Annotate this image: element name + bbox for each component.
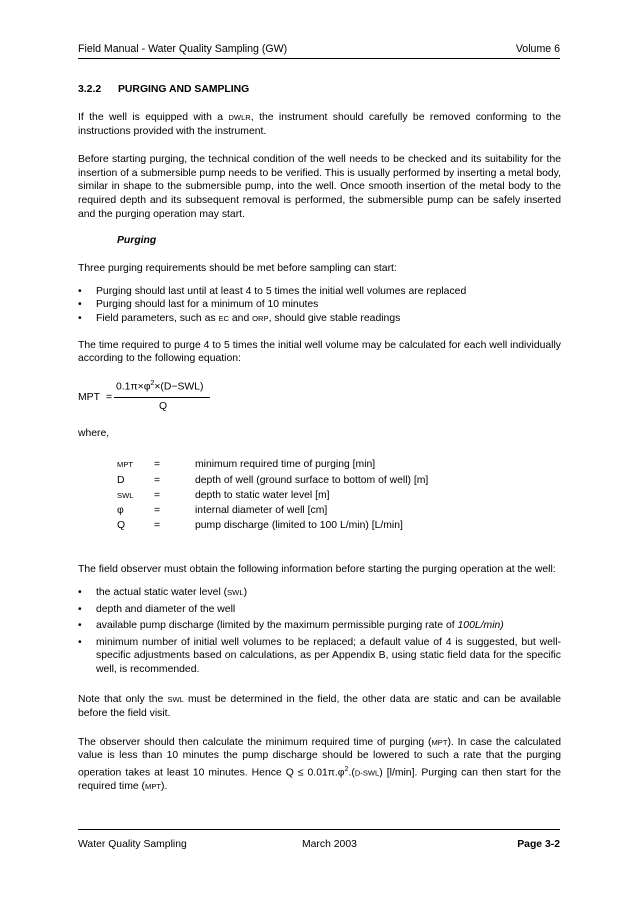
- definition-equals: =: [154, 520, 161, 532]
- definition-symbol: MPT: [117, 460, 134, 470]
- max-rate-value: 100L/min): [457, 620, 504, 632]
- bullet-icon: •: [78, 299, 82, 311]
- formula-lhs: MPT: [78, 391, 100, 403]
- numerator-exponent: 2: [150, 379, 155, 387]
- bullet-icon: •: [78, 636, 82, 648]
- paragraph-equation-intro: The time required to purge 4 to 5 times the initial well volume may be calculated for each well individually according to the following equation:: [78, 339, 561, 365]
- list-item-text: depth and diameter of the well: [96, 603, 236, 615]
- list-item: [78, 586, 561, 600]
- formula-denominator: Q: [159, 400, 168, 412]
- paragraph-dwlr: [78, 111, 561, 138]
- list-item-text: available pump discharge (limited by the maximum permissible purging rate of: [96, 620, 458, 632]
- bullet-icon: •: [78, 586, 82, 598]
- list-item-text: minimum number of initial well volumes to be replaced; a default value of 4 is suggested, but well-specific adjustments based on calculations, as per Appendix B, using static field data for the specific well, is recommended.: [96, 636, 561, 675]
- formula-equals: =: [106, 391, 113, 403]
- footer-date: March 2003: [302, 839, 357, 850]
- list-item-text: ): [243, 586, 248, 598]
- definition-description: internal diameter of well [cm]: [195, 504, 328, 516]
- abbr-orp: ORP: [252, 313, 269, 323]
- definition-row: [117, 518, 561, 533]
- bullet-icon: •: [78, 312, 82, 324]
- abbr-mpt: MPT: [431, 737, 448, 747]
- para7-text: ) [l/min]. Purging can then start for the required time (: [78, 767, 561, 792]
- list-item: [78, 603, 561, 617]
- list-item: [78, 298, 561, 312]
- section-heading: [78, 84, 561, 95]
- para7-text: .(: [348, 767, 355, 779]
- list-item-text: Purging should last until at least 4 to 5 times the initial well volumes are replaced: [96, 285, 467, 297]
- definition-row: [117, 457, 561, 472]
- footer-title: Water Quality Sampling: [78, 839, 187, 850]
- requirements-list: [78, 285, 561, 326]
- definition-symbol: φ: [117, 504, 124, 516]
- list-item-text: the actual static water level (: [96, 586, 228, 598]
- numerator-pi-phi: π×φ: [130, 381, 151, 393]
- fraction-bar: [114, 397, 210, 398]
- paragraph-swl-note: [78, 693, 561, 720]
- para6-text-c: must be determined in the field, the other data are static and can be available before the field visit.: [78, 694, 561, 720]
- definition-row: [117, 488, 561, 503]
- para7-text: ).: [161, 780, 168, 792]
- bullet-icon: •: [78, 603, 82, 615]
- definition-row: [117, 473, 561, 488]
- definition-equals: =: [154, 474, 161, 486]
- definition-symbol: SWL: [117, 490, 134, 500]
- bullet-icon: •: [78, 285, 82, 297]
- list-item-text: Purging should last for a minimum of 10 minutes: [96, 299, 319, 311]
- list-item-text: and: [229, 312, 253, 324]
- definition-description: minimum required time of purging [min]: [195, 459, 376, 471]
- numerator-coefficient: 0.1: [116, 381, 131, 393]
- definition-equals: =: [154, 459, 161, 471]
- page-body: [78, 84, 561, 794]
- definition-symbol: Q: [117, 520, 126, 532]
- para1-dwlr: DWLR: [228, 113, 251, 122]
- list-item: [78, 619, 561, 633]
- exponent: 2: [344, 765, 349, 773]
- paragraph-calculation: [78, 736, 561, 794]
- definition-description: depth of well (ground surface to bottom of well) [m]: [195, 474, 429, 486]
- abbr-swl: SWL: [167, 695, 184, 705]
- header-volume: Volume 6: [515, 43, 560, 55]
- definitions-list: [117, 457, 561, 533]
- para7-text: The observer should then calculate the minimum required time of purging (: [78, 736, 432, 748]
- paragraph-requirements: Three purging requirements should be met before sampling can start:: [78, 263, 397, 275]
- list-item: [78, 285, 561, 299]
- definition-row: [117, 503, 561, 518]
- section-number: 3.2.2: [78, 84, 102, 95]
- abbr-ec: EC: [218, 313, 229, 323]
- definition-symbol: D: [117, 474, 125, 486]
- numerator-depth-term: ×(D−SWL): [154, 381, 204, 393]
- observer-info-list: [78, 586, 561, 677]
- purging-heading: Purging: [117, 235, 157, 247]
- page-footer: [78, 829, 560, 860]
- abbr-swl: SWL: [227, 587, 244, 597]
- list-item: [78, 636, 561, 677]
- definition-description: depth to static water level [m]: [195, 489, 330, 501]
- page-number: Page 3-2: [517, 839, 560, 850]
- list-item: [78, 312, 561, 326]
- section-title: PURGING AND SAMPLING: [118, 84, 250, 95]
- formula-numerator: [116, 380, 203, 392]
- definition-equals: =: [154, 504, 161, 516]
- paragraph-observer-info: The field observer must obtain the following information before starting the purging operation at the well:: [78, 564, 556, 576]
- definition-description: pump discharge (limited to 100 L/min) [L/min]: [195, 520, 403, 532]
- abbr-mpt: MPT: [145, 781, 162, 791]
- page-header: [78, 40, 560, 59]
- para6-text-a: Note that only the: [78, 694, 168, 706]
- abbr-d-swl: D-SWL: [354, 768, 380, 778]
- definition-equals: =: [154, 489, 161, 501]
- para1-text-a: If the well is equipped with a: [78, 112, 229, 123]
- header-title: Field Manual - Water Quality Sampling (GW): [78, 43, 288, 55]
- where-label: where,: [78, 427, 110, 439]
- para1-text-c: , the instrument should carefully be removed conforming to the instructions provided with the instrument.: [78, 112, 561, 137]
- paragraph-technical-condition: Before starting purging, the technical condition of the well needs to be checked and its suitability for the insertion of a submersible pump needs to be verified. This is usually performed by inserting a metal body, similar in shape to the submersible pump, into the well. Once smooth insertion of the metal body to the required depth and its subsequent removal is performed, the submersible pump can be safely inserted and the purging operation may start.: [78, 154, 561, 220]
- list-item-text: , should give stable readings: [268, 312, 401, 324]
- list-item-text: Field parameters, such as: [96, 312, 219, 324]
- bullet-icon: •: [78, 620, 82, 632]
- para7-text: ). In case the calculated value is less than 10 minutes the pump discharge should be lowered to such a rate that the purging operation takes at least 10 minutes. Hence Q ≤ 0.01π.φ: [78, 736, 561, 779]
- mpt-formula: [78, 380, 561, 424]
